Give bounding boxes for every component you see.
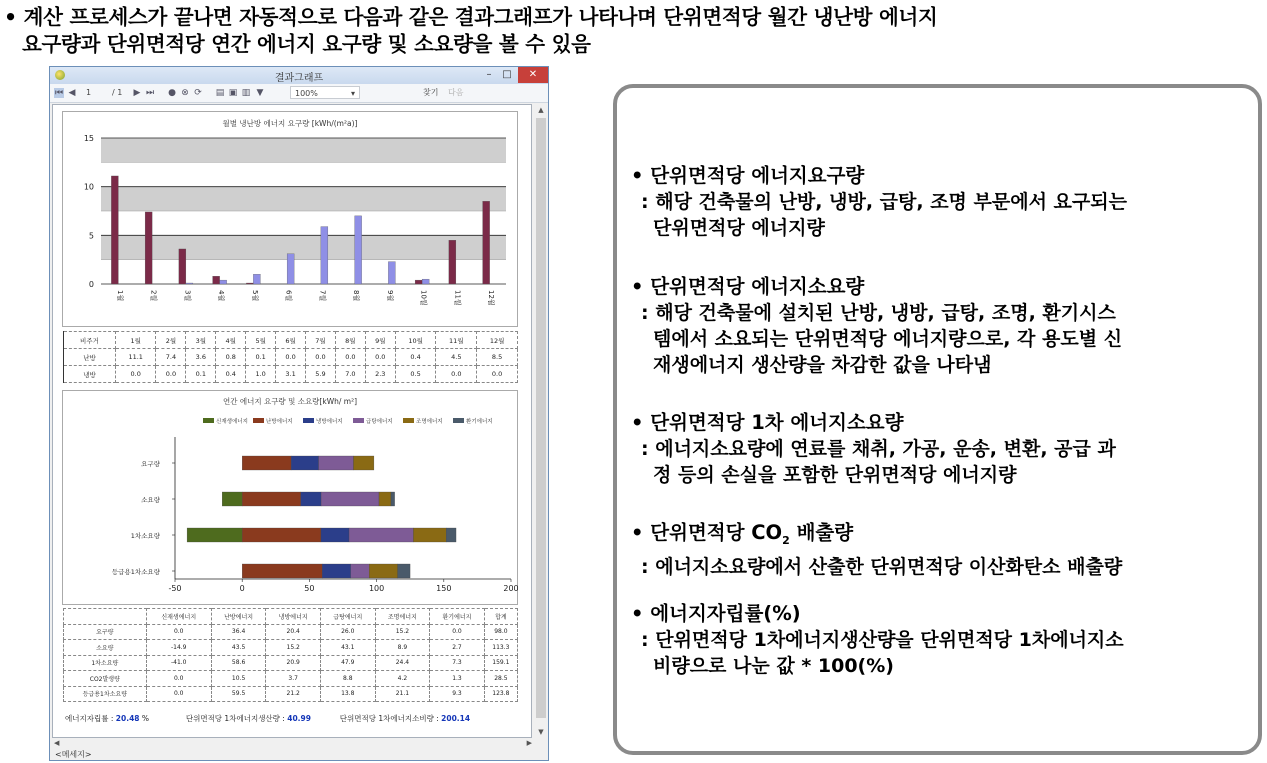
table-row <box>64 640 518 656</box>
bar-heating <box>449 240 456 284</box>
bar-segment <box>322 564 350 578</box>
table-cell: 0.0 <box>477 366 518 383</box>
bar-cooling <box>321 227 328 284</box>
table-cell: 2.3 <box>365 366 395 383</box>
definition-2-head: 단위면적당 에너지소요량 <box>650 275 865 298</box>
table-cell: 59.5 <box>211 686 266 702</box>
table-header-row <box>64 332 518 349</box>
maximize-button[interactable]: □ <box>502 69 512 80</box>
definition-5-line-1: : 단위면적당 1차에너지생산량을 단위면적당 1차에너지소 <box>641 629 1124 651</box>
bar-heating <box>246 283 253 284</box>
table-cell: 0.0 <box>146 686 211 702</box>
scroll-left-icon[interactable]: ◀ <box>54 739 60 747</box>
y-tick-label: 소요량 <box>141 496 160 504</box>
bar-segment <box>369 564 397 578</box>
definition-4-head-post: 배출량 <box>789 521 854 544</box>
legend-label: 신재생에너지 <box>216 419 248 425</box>
bar-segment <box>379 492 391 506</box>
x-tick-label: 10월 <box>419 290 428 306</box>
table-row <box>64 366 518 383</box>
definition-3: • 단위면적당 1차 에너지소요량 : 에너지소요량에 연료를 채취, 가공, 운송, 변환, 공급 과 정 등의 손실을 포함한 단위면적당 에너지량 <box>631 411 1116 486</box>
y-tick-label: 등급용1차소요량 <box>111 568 160 576</box>
table-cell: 15.2 <box>266 640 321 656</box>
window-titlebar[interactable] <box>50 67 548 84</box>
table-cell: -14.9 <box>146 640 211 656</box>
table-cell: 8.8 <box>321 671 376 687</box>
grid-band <box>101 235 506 259</box>
legend-swatch <box>403 418 414 423</box>
definition-2-line-1: : 해당 건축물에 설치된 난방, 냉방, 급탕, 조명, 환기시스 <box>641 302 1116 324</box>
bar-segment <box>242 564 322 578</box>
close-button[interactable]: ✕ <box>518 67 548 83</box>
table-cell: 21.1 <box>375 686 430 702</box>
zoom-select[interactable] <box>290 86 360 99</box>
legend-label: 난방에너지 <box>266 419 293 425</box>
monthly-table <box>63 331 518 383</box>
table-cell: 0.5 <box>395 366 436 383</box>
table-header-row <box>64 609 518 625</box>
x-tick-label: 5월 <box>250 290 259 302</box>
table-cell: 159.1 <box>484 655 517 671</box>
self-rate-unit: % <box>141 714 150 723</box>
scroll-right-icon[interactable]: ▶ <box>526 739 532 747</box>
result-graph-window <box>49 66 549 761</box>
table-row <box>64 655 518 671</box>
table-cell: 요구량 <box>64 624 147 640</box>
grid-band <box>101 138 506 162</box>
table-cell: 7월 <box>306 332 336 349</box>
table-cell: 0.8 <box>216 349 246 366</box>
table-cell: 0.1 <box>186 366 216 383</box>
table-cell: 9.3 <box>430 686 485 702</box>
bar-cooling <box>355 216 362 284</box>
x-tick-label: 8월 <box>352 290 361 302</box>
table-cell: 10월 <box>395 332 436 349</box>
bar-heating <box>111 176 118 284</box>
table-cell: 0.0 <box>276 349 306 366</box>
legend-label: 조명에너지 <box>416 419 443 425</box>
bar-cooling <box>186 283 193 284</box>
definition-3-line-2: 정 등의 손실을 포함한 단위면적당 에너지량 <box>653 464 1017 486</box>
table-cell: 0.0 <box>365 349 395 366</box>
bar-segment <box>242 456 291 470</box>
refresh-icon[interactable]: ⟳ <box>194 88 202 98</box>
definition-3-line-1: : 에너지소요량에 연료를 채취, 가공, 운송, 변환, 공급 과 <box>641 438 1116 460</box>
table-row <box>64 624 518 640</box>
monthly-chart-panel <box>62 111 518 327</box>
definition-1-head: 단위면적당 에너지요구량 <box>650 164 865 187</box>
x-tick-label: 100 <box>368 584 385 593</box>
table-cell: 0.0 <box>335 349 365 366</box>
bar-segment <box>321 492 379 506</box>
table-cell: 0.4 <box>395 349 436 366</box>
table-cell: 3.7 <box>266 671 321 687</box>
first-page-icon[interactable]: ⏮ <box>54 88 64 98</box>
monthly-chart <box>63 112 517 326</box>
table-cell: 1차소요량 <box>64 655 147 671</box>
legend-swatch <box>303 418 314 423</box>
bar-segment <box>291 456 318 470</box>
bar-segment <box>391 492 395 506</box>
table-row <box>64 686 518 702</box>
x-tick-label: 150 <box>436 584 452 593</box>
scroll-thumb[interactable] <box>536 118 546 718</box>
table-cell: 난방에너지 <box>211 609 266 625</box>
annual-chart-panel <box>62 390 518 605</box>
x-tick-label: 4월 <box>217 290 226 302</box>
intro-line-1: • 계산 프로세스가 끝나면 자동적으로 다음과 같은 결과그래프가 나타나며 단위면적당 월간 냉난방 에너지 <box>4 5 938 29</box>
table-cell: 0.0 <box>115 366 156 383</box>
table-cell: 13.8 <box>321 686 376 702</box>
find-next-button[interactable]: 다음 <box>448 88 464 97</box>
x-tick-label: 6월 <box>284 290 293 302</box>
table-cell: 소요량 <box>64 640 147 656</box>
minimize-button[interactable]: – <box>486 69 492 80</box>
vertical-scrollbar[interactable] <box>534 104 548 738</box>
export-icon[interactable]: ▼ <box>256 88 264 98</box>
table-cell: 1월 <box>115 332 156 349</box>
legend-swatch <box>203 418 214 423</box>
intro-text <box>4 4 937 58</box>
table-cell: 환기에너지 <box>430 609 485 625</box>
table-cell: 8.5 <box>477 349 518 366</box>
legend-label: 냉방에너지 <box>316 419 343 425</box>
chevron-down-icon: ▾ <box>350 89 355 98</box>
back-icon[interactable]: ● <box>168 88 176 98</box>
table-cell: 113.3 <box>484 640 517 656</box>
bar-segment <box>242 528 321 542</box>
table-cell: 난방 <box>64 349 116 366</box>
table-cell: 조명에너지 <box>375 609 430 625</box>
table-cell: 8월 <box>335 332 365 349</box>
table-cell: 0.4 <box>216 366 246 383</box>
table-cell: 등급용1차소요량 <box>64 686 147 702</box>
table-cell: 8.9 <box>375 640 430 656</box>
legend-swatch <box>353 418 364 423</box>
x-tick-label: 2월 <box>149 290 158 302</box>
bar-cooling <box>388 262 395 284</box>
x-tick-label: 0 <box>239 584 245 593</box>
definition-5-line-2: 비량으로 나눈 값 * 100(%) <box>653 655 894 677</box>
bar-cooling <box>422 279 429 284</box>
primary-cons-label: 단위면적당 1차에너지소비량 : <box>339 714 439 723</box>
table-cell: 3월 <box>186 332 216 349</box>
table-cell: -41.0 <box>146 655 211 671</box>
table-cell: 7.4 <box>156 349 186 366</box>
primary-prod-label: 단위면적당 1차에너지생산량 : <box>185 714 285 723</box>
definition-3-head: 단위면적당 1차 에너지소요량 <box>650 411 904 434</box>
definition-2: • 단위면적당 에너지소요량 : 해당 건축물에 설치된 난방, 냉방, 급탕, 조명, 환기시스 템에서 소요되는 단위면적당 에너지량으로, 각 용도별 신 재생에너지 생산량을 차감한 값을 나타냄 <box>631 275 1123 376</box>
intro-line-2: 요구량과 단위면적당 연간 에너지 요구량 및 소요량을 볼 수 있음 <box>22 32 591 56</box>
legend-swatch <box>253 418 264 423</box>
legend-label: 급탕에너지 <box>366 419 393 425</box>
x-tick-label: 11월 <box>453 290 462 306</box>
y-tick-label: 10 <box>83 182 94 192</box>
x-tick-label: 12월 <box>487 290 496 306</box>
definition-4-head-sub: 2 <box>782 533 790 547</box>
bar-segment <box>242 492 300 506</box>
monthly-chart-title: 월별 냉난방 에너지 요구량 [kWh/(m²a)] <box>222 119 358 128</box>
x-tick-label: -50 <box>168 584 182 593</box>
zoom-value: 100% <box>295 89 318 98</box>
table-cell: 합계 <box>484 609 517 625</box>
table-cell: 98.0 <box>484 624 517 640</box>
table-cell: 10.5 <box>211 671 266 687</box>
table-cell: 냉방에너지 <box>266 609 321 625</box>
page-setup-icon[interactable]: ▥ <box>241 88 251 98</box>
bar-heating <box>483 201 490 284</box>
stop-icon[interactable]: ⊗ <box>181 88 189 98</box>
table-cell: 1.0 <box>246 366 276 383</box>
bar-segment <box>349 528 413 542</box>
table-cell: 6월 <box>276 332 306 349</box>
table-cell: 58.6 <box>211 655 266 671</box>
table-cell: 11.1 <box>115 349 156 366</box>
definition-2-line-3: 재생에너지 생산량을 차감한 값을 나타냄 <box>653 354 992 376</box>
page-current[interactable]: 1 <box>86 88 92 97</box>
primary-prod-value: 40.99 <box>287 714 311 723</box>
status-message: <메세지> <box>55 750 92 759</box>
table-cell: 4.2 <box>375 671 430 687</box>
bar-heating <box>179 249 186 284</box>
table-cell: 43.5 <box>211 640 266 656</box>
definition-4-head-pre: 단위면적당 CO <box>650 521 783 544</box>
table-cell: 3.1 <box>276 366 306 383</box>
table-cell <box>64 609 147 625</box>
table-cell: 2.7 <box>430 640 485 656</box>
table-cell: 신재생에너지 <box>146 609 211 625</box>
table-cell: 20.9 <box>266 655 321 671</box>
table-cell: 11월 <box>436 332 477 349</box>
definitions-box <box>613 84 1262 755</box>
table-cell: 0.0 <box>156 366 186 383</box>
table-cell: 0.0 <box>146 671 211 687</box>
bar-cooling <box>253 274 260 284</box>
table-cell: 28.5 <box>484 671 517 687</box>
table-cell: 36.4 <box>211 624 266 640</box>
report-toolbar <box>50 84 548 103</box>
bar-segment <box>319 456 354 470</box>
table-cell: 123.8 <box>484 686 517 702</box>
table-cell: 2월 <box>156 332 186 349</box>
bar-segment <box>187 528 242 542</box>
table-cell: 9월 <box>365 332 395 349</box>
x-tick-label: 7월 <box>318 290 327 302</box>
y-tick-label: 0 <box>88 280 94 289</box>
x-tick-label: 50 <box>304 584 315 593</box>
find-button[interactable]: 찾기 <box>423 88 439 97</box>
table-cell: 24.4 <box>375 655 430 671</box>
print-icon[interactable]: ▤ <box>215 88 225 98</box>
bar-heating <box>213 276 220 284</box>
table-cell: 4.5 <box>436 349 477 366</box>
window-title: 결과그래프 <box>274 73 324 84</box>
prev-page-icon[interactable]: ◀ <box>68 88 76 98</box>
table-cell: 0.0 <box>146 624 211 640</box>
bar-segment <box>301 492 321 506</box>
legend-swatch <box>453 418 464 423</box>
definition-2-line-2: 템에서 소요되는 단위면적당 에너지량으로, 각 용도별 신 <box>653 328 1123 350</box>
definition-4: • 단위면적당 $CO_2$ 배출량 : 에너지소요량에서 산출한 단위면적당 이산화탄소 배출량 <box>631 521 1123 578</box>
table-cell: 4월 <box>216 332 246 349</box>
last-page-icon[interactable]: ⏭ <box>145 88 155 98</box>
table-cell: 7.0 <box>335 366 365 383</box>
table-cell: 43.1 <box>321 640 376 656</box>
table-row <box>64 671 518 687</box>
print-layout-icon[interactable]: ▣ <box>228 88 238 98</box>
table-cell: 1.3 <box>430 671 485 687</box>
table-cell: 20.4 <box>266 624 321 640</box>
self-rate-label: 에너지자립률 : <box>65 714 114 723</box>
x-tick-label: 3월 <box>183 290 192 302</box>
table-cell: 7.3 <box>430 655 485 671</box>
table-cell: 5.9 <box>306 366 336 383</box>
scroll-down-icon[interactable]: ▼ <box>538 728 544 736</box>
report-content <box>52 104 532 738</box>
table-cell: 12월 <box>477 332 518 349</box>
table-cell: CO2발생량 <box>64 671 147 687</box>
x-tick-label: 1월 <box>115 290 124 302</box>
table-cell: 3.6 <box>186 349 216 366</box>
definition-5: • 에너지자립률(%) : 단위면적당 1차에너지생산량을 단위면적당 1차에너지소 비량으로 나눈 값 * 100(%) <box>631 602 1124 677</box>
table-cell: 26.0 <box>321 624 376 640</box>
summary-line <box>65 713 470 724</box>
bar-cooling <box>287 254 294 284</box>
bar-heating <box>415 280 422 284</box>
page-total: / 1 <box>112 88 123 97</box>
definition-1-line-1: : 해당 건축물의 난방, 냉방, 급탕, 조명 부문에서 요구되는 <box>641 191 1127 213</box>
x-tick-label: 9월 <box>385 290 394 302</box>
table-cell: 0.0 <box>436 366 477 383</box>
annual-chart-title: 연간 에너지 요구량 및 소요량[kWh/ m²] <box>222 397 358 406</box>
table-cell: 47.9 <box>321 655 376 671</box>
bar-segment <box>321 528 349 542</box>
bar-segment <box>353 456 373 470</box>
table-cell: 15.2 <box>375 624 430 640</box>
bar-heating <box>145 212 152 284</box>
annual-table <box>63 608 518 702</box>
y-tick-label: 15 <box>83 134 94 143</box>
bar-segment <box>222 492 242 506</box>
definition-1-line-2: 단위면적당 에너지량 <box>653 217 825 239</box>
annual-chart <box>63 391 517 604</box>
primary-cons-value: 200.14 <box>441 714 471 723</box>
y-tick-label: 1차소요량 <box>130 532 160 540</box>
table-cell: 급탕에너지 <box>321 609 376 625</box>
bar-segment <box>413 528 446 542</box>
horizontal-scrollbar[interactable] <box>52 739 534 749</box>
definition-4-line-1: : 에너지소요량에서 산출한 단위면적당 이산화탄소 배출량 <box>641 555 1123 578</box>
bar-segment <box>398 564 410 578</box>
definition-5-head: 에너지자립률(%) <box>650 602 801 625</box>
legend-label: 환기에너지 <box>466 419 493 425</box>
table-cell: 0.1 <box>246 349 276 366</box>
table-cell: 0.0 <box>306 349 336 366</box>
bar-segment <box>351 564 370 578</box>
bar-segment <box>446 528 456 542</box>
bar-cooling <box>220 280 227 284</box>
grid-band <box>101 187 506 211</box>
definition-1: • 단위면적당 에너지요구량 : 해당 건축물의 난방, 냉방, 급탕, 조명 부문에서 요구되는 단위면적당 에너지량 <box>631 164 1127 239</box>
x-tick-label: 200 <box>503 584 519 593</box>
table-cell: 냉방 <box>64 366 116 383</box>
self-rate-value: 20.48 <box>115 714 140 723</box>
scroll-up-icon[interactable]: ▲ <box>538 106 544 114</box>
table-cell: 5월 <box>246 332 276 349</box>
y-tick-label: 5 <box>88 231 94 241</box>
y-tick-label: 요구량 <box>141 460 160 468</box>
table-row <box>64 349 518 366</box>
next-page-icon[interactable]: ▶ <box>133 88 141 98</box>
table-cell: 0.0 <box>430 624 485 640</box>
table-cell: 비주거 <box>64 332 116 349</box>
table-cell: 21.2 <box>266 686 321 702</box>
